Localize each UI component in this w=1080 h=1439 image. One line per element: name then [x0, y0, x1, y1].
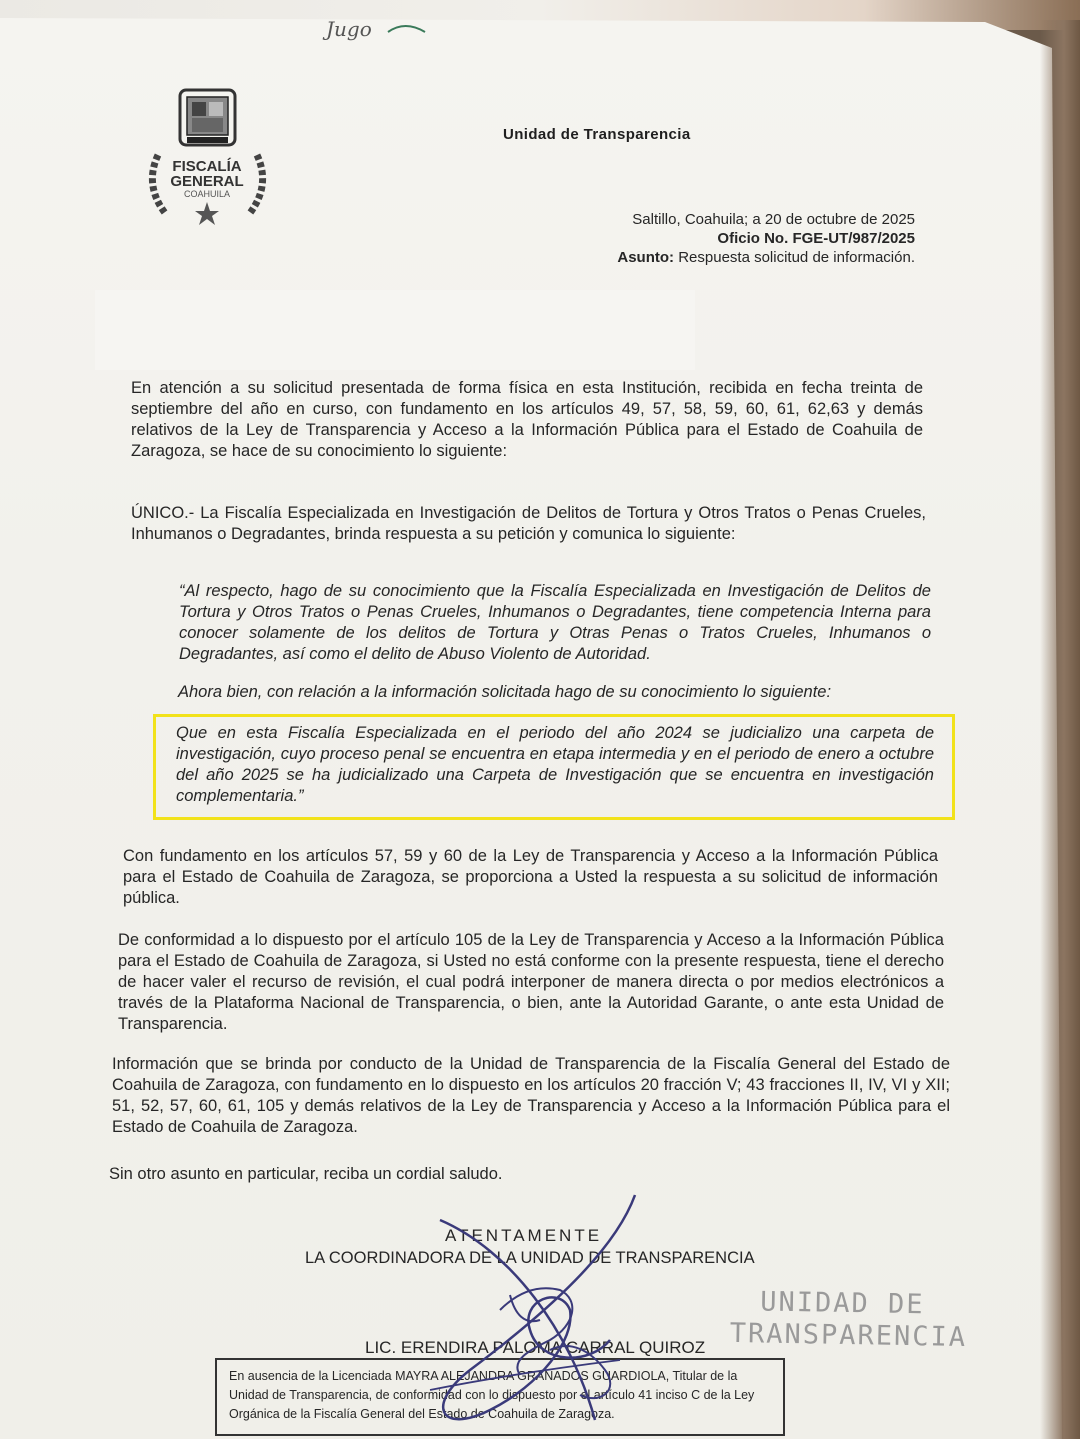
paragraph-fundamento: Con fundamento en los artículos 57, 59 y 60 de la Ley de Transparencia y Acceso a la Información Pública para el Estado de Coahuila de Zaragoza, se proporciona a Usted la respuesta a su solicitud de información pública. [123, 847, 938, 907]
quote-competencia: “Al respecto, hago de su conocimiento que la Fiscalía Especializada en Investigación de Delitos de Tortura y Otros Tratos o Penas Crueles, Inhumanos o Degradantes, tiene competencia Interna para conocer solamente de los delitos de Tortura y Otras Penas o Tratos Crueles, Inhumanos o Degradantes, así como el delito de Abuso Violento de Autoridad. [179, 582, 931, 663]
oficio-label: Oficio No. [717, 230, 789, 247]
atentamente: ATENTAMENTE [445, 1226, 603, 1245]
signer-name: LIC. ERENDIRA PALOMA CARRAL QUIROZ [365, 1338, 706, 1357]
asunto-line [560, 248, 915, 267]
paragraph-saludo: Sin otro asunto en particular, reciba un cordial saludo. [109, 1165, 503, 1183]
oficio-line [560, 229, 915, 248]
quote-resultado: Que en esta Fiscalía Especializada en el periodo del año 2024 se judicializo una carpeta de investigación, cuyo proceso penal se encuentra en etapa intermedia y en el periodo de enero a octubre del año 2025 se ha judicializado una Carpeta de Investigación que se encuentra en investigación complementaria.” [176, 724, 934, 805]
absence-note: En ausencia de la Licenciada MAYRA ALEJANDRA GRANADOS GUARDIOLA, Titular de la Unidad de Transparencia, de conformidad con lo dispuesto por el artículo 41 inciso C de la Ley Orgánica de la Fiscalía General del Estado de Coahuila de Zaragoza. [229, 1369, 755, 1421]
page-edge-shadow [1040, 20, 1080, 1439]
document-header-info [560, 210, 915, 267]
fiscalia-logo [140, 85, 275, 230]
svg-text:COAHUILA: COAHUILA [183, 189, 231, 199]
paragraph-intro: En atención a su solicitud presentada de forma física en esta Institución, recibida en fecha treinta de septiembre del año en curso, con fundamento en los artículos 49, 57, 58, 59, 60, 61, 62,63 y demás relativos de la Ley de Transparencia y Acceso a la Información Pública para el Estado de Coahuila de Zaragoza, se hace de su conocimiento lo siguiente: [131, 379, 923, 460]
svg-text:Jugo: Jugo [326, 17, 372, 41]
svg-text:FISCALÍA: FISCALÍA [172, 158, 242, 175]
paragraph-recurso: De conformidad a lo dispuesto por el artículo 105 de la Ley de Transparencia y Acceso a la Información Pública para el Estado de Coahuila de Zaragoza, si Usted no está conforme con la presente respuesta, tiene el derecho de hacer valer el recurso de revisión, el cual podrá interponer de manera directa o por medios electrónicos a través de la Plataforma Nacional de Transparencia, o bien, ante la Autoridad Garante, o ante esta Unidad de Transparencia. [118, 931, 944, 1033]
asunto-label: Asunto: [617, 249, 675, 266]
paragraph-informacion: Información que se brinda por conducto de la Unidad de Transparencia de la Fiscalía General del Estado de Coahuila de Zaragoza, con fundamento en lo dispuesto en los artículos 20 fracción V; 43 fracciones II, IV, VI y XII; 51, 52, 57, 60, 61, 105 y demás relativos de la Ley de Transparencia y Acceso a la Información Pública para el Estado de Coahuila de Zaragoza. [112, 1055, 950, 1136]
paragraph-unico: ÚNICO.- La Fiscalía Especializada en Investigación de Delitos de Tortura y Otros Tratos o Penas Crueles, Inhumanos o Degradantes, brinda respuesta a su petición y comunica lo siguiente: [131, 504, 926, 543]
asunto-value: Respuesta solicitud de información. [678, 249, 915, 266]
svg-text:GENERAL: GENERAL [170, 173, 244, 190]
handwritten-signature [400, 1190, 700, 1439]
handwritten-scribble [320, 14, 440, 44]
unit-title: Unidad de Transparencia [503, 126, 691, 143]
stamp-line2: TRANSPARENCIA [729, 1317, 968, 1354]
quote-ahora-bien: Ahora bien, con relación a la información solicitada hago de su conocimiento lo siguiente: [178, 683, 832, 701]
place-date: Saltillo, Coahuila; a 20 de octubre de 2025 [632, 211, 915, 228]
signer-role: LA COORDINADORA DE LA UNIDAD DE TRANSPARENCIA [305, 1249, 755, 1267]
stamp-line1: UNIDAD DE [760, 1286, 925, 1321]
redacted-area [95, 290, 695, 370]
transparency-stamp [729, 1286, 967, 1354]
oficio-value: FGE-UT/987/2025 [792, 230, 915, 247]
